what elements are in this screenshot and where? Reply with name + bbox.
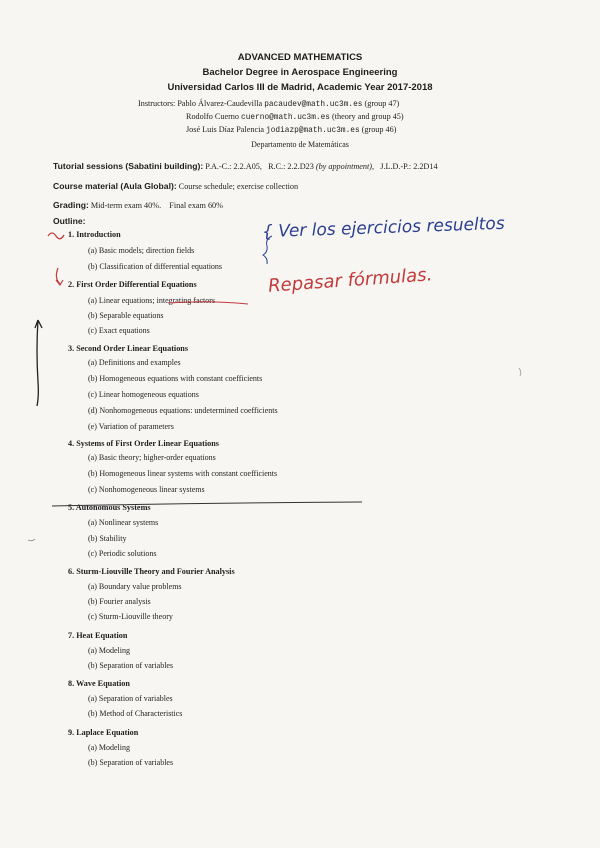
margin-mark	[28, 539, 35, 541]
list-item: (e) Variation of parameters	[88, 422, 174, 431]
list-item: (a) Separation of variables	[88, 694, 173, 703]
tutorial-line: Tutorial sessions (Sabatini building): P.A.-C.: 2.2.A05, R.C.: 2.2.D23 (by appointment), J.L.D.-P.: 2.2D14	[53, 161, 438, 171]
red-underline-mark	[168, 302, 248, 304]
pencil-mark	[519, 368, 521, 376]
list-item: (c) Nonhomogeneous linear systems	[88, 485, 205, 494]
bracket-arrow-mark	[35, 320, 42, 406]
course-title: ADVANCED MATHEMATICS	[237, 52, 363, 63]
list-item: (b) Stability	[88, 534, 127, 543]
department-line: Departamento de Matemáticas	[251, 140, 349, 149]
handwritten-note: { Ver los ejercicios resueltos	[261, 213, 505, 243]
list-item: (a) Basic models; direction fields	[88, 246, 195, 255]
degree-line: Bachelor Degree in Aerospace Engineering	[202, 67, 398, 78]
section-title: 7. Heat Equation	[68, 631, 128, 640]
list-item: (b) Homogeneous linear systems with constant coefficients	[88, 469, 278, 478]
instructor-email: cuerno@math.uc3m.es	[241, 114, 330, 122]
instructor-line: Rodolfo Cuerno cuerno@math.uc3m.es (theory and group 45)	[186, 112, 404, 122]
section-title: 9. Laplace Equation	[68, 728, 139, 737]
list-item: (a) Modeling	[88, 743, 130, 752]
list-item: (a) Linear equations; integrating factors	[88, 296, 216, 305]
section-title: 8. Wave Equation	[68, 679, 130, 688]
university-line: Universidad Carlos III de Madrid, Academic Year 2017-2018	[167, 82, 433, 93]
list-item: (c) Sturm-Liouville theory	[88, 612, 173, 621]
section-title: 4. Systems of First Order Linear Equations	[68, 439, 219, 448]
list-item: (c) Linear homogeneous equations	[88, 390, 199, 399]
list-item: (b) Homogeneous equations with constant coefficients	[88, 374, 263, 383]
list-item: (a) Basic theory; higher-order equations	[88, 453, 216, 462]
instructor-email: jodiazp@math.uc3m.es	[266, 127, 360, 135]
list-item: (a) Modeling	[88, 646, 130, 655]
section-title: 6. Sturm-Liouville Theory and Fourier Analysis	[68, 567, 235, 576]
list-item: (b) Method of Characteristics	[88, 709, 183, 718]
list-item: (b) Classification of differential equations	[88, 262, 223, 271]
strike-line-mark	[52, 502, 362, 506]
section-title: 5. Autonomous Systems	[68, 503, 151, 512]
red-arrow-mark	[56, 268, 63, 285]
list-item: (c) Exact equations	[88, 326, 150, 335]
handwritten-note: Repasar fórmulas.	[267, 264, 433, 297]
curly-brace-mark	[263, 236, 272, 264]
list-item: (d) Nonhomogeneous equations: undetermined coefficients	[88, 406, 278, 415]
section-title: 3. Second Order Linear Equations	[68, 344, 189, 353]
instructor-line: José Luis Díaz Palencia jodiazp@math.uc3m.es (group 46)	[186, 125, 397, 135]
outline-heading: Outline:	[53, 216, 86, 226]
list-item: (b) Separable equations	[88, 311, 164, 320]
list-item: (a) Definitions and examples	[88, 358, 181, 367]
list-item: (a) Nonlinear systems	[88, 518, 159, 527]
list-item: (b) Separation of variables	[88, 661, 174, 670]
course-material-line: Course material (Aula Global): Course schedule; exercise collection	[53, 181, 299, 191]
section-title: 1. Introduction	[68, 230, 121, 239]
instructor-line: Instructors: Pablo Álvarez-Caudevilla pacaudev@math.uc3m.es (group 47)	[138, 99, 400, 109]
red-tilde-mark	[48, 233, 64, 239]
list-item: (b) Separation of variables	[88, 758, 174, 767]
section-title: 2. First Order Differential Equations	[68, 280, 197, 289]
list-item: (a) Boundary value problems	[88, 582, 182, 591]
list-item: (c) Periodic solutions	[88, 549, 157, 558]
grading-line: Grading: Mid-term exam 40%. Final exam 60%	[53, 200, 223, 210]
list-item: (b) Fourier analysis	[88, 597, 151, 606]
instructor-email: pacaudev@math.uc3m.es	[264, 101, 363, 109]
